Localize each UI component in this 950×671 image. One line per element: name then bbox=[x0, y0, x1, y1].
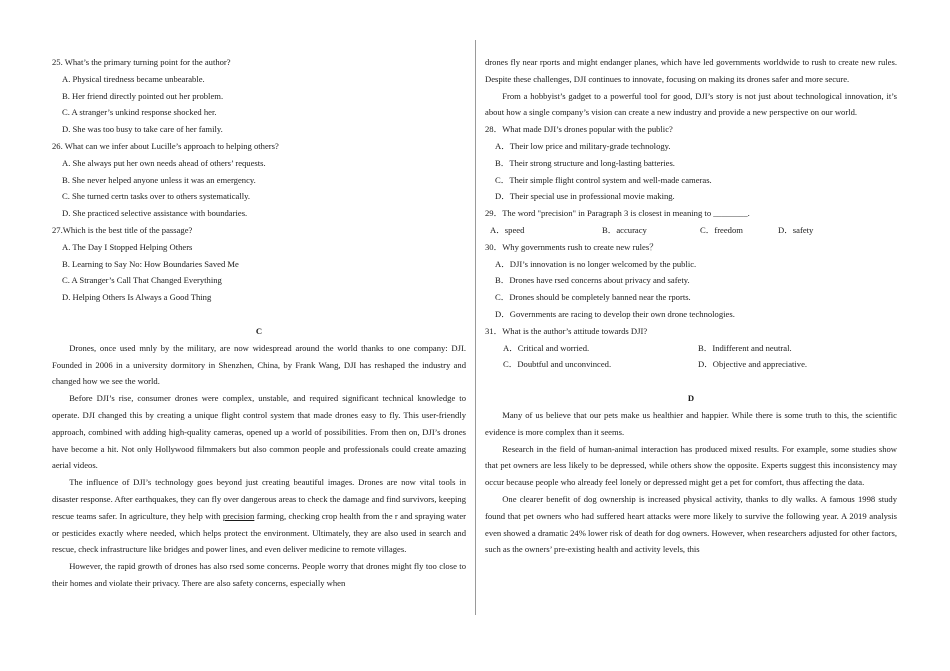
option-c: C. A stranger’s unkind response shocked her. bbox=[62, 107, 217, 118]
question-29 bbox=[485, 205, 897, 239]
question-stem: 30．Why governments rush to create new rules？ bbox=[485, 241, 658, 252]
option-b: B. Learning to Say No: How Boundaries Saved Me bbox=[62, 258, 239, 269]
option-a: A．Critical and worried. bbox=[503, 342, 590, 353]
option-a: A. Physical tiredness became unbearable. bbox=[62, 73, 205, 84]
option-b: B. Her friend directly pointed out her problem. bbox=[62, 90, 224, 101]
option-d: D. Helping Others Is Always a Good Thing bbox=[62, 292, 212, 303]
option-b: B．Their strong structure and long-lasting batteries. bbox=[495, 157, 675, 168]
option-row bbox=[485, 222, 897, 239]
option-a: A．speed bbox=[490, 224, 525, 235]
option-d: D．safety bbox=[778, 224, 814, 235]
option-c: C．Drones should be completely banned near the rports. bbox=[495, 292, 691, 303]
text-run: farming, checking crop health from the r and spraying water or pesticides exactly where needed, which helps protect the environment. Ultimately, they are also used in search and rescue, check infrastructure like bridges and power lines, and even deliver medicine to remote villages. bbox=[52, 510, 466, 555]
option-d: D. She practiced selective assistance with boundaries. bbox=[62, 208, 248, 219]
option-d: D．Objective and appreciative. bbox=[698, 359, 808, 370]
paragraph: From a hobbyist’s gadget to a powerful tool for good, DJI’s story is not just about technological innovation, it’s about how a single company’s vision can create a new industry and provide a new perspective on our world. bbox=[485, 90, 897, 118]
option-b: B．Indifferent and neutral. bbox=[698, 342, 792, 353]
passage-c bbox=[52, 323, 466, 592]
section-heading-d: D bbox=[687, 393, 695, 404]
option-d: D. She was too busy to take care of her family. bbox=[62, 124, 223, 135]
right-column bbox=[485, 54, 897, 558]
paragraph: However, the rapid growth of drones has also rsed some concerns. People worry that drones might fly too close to their homes and violate their privacy. There are also safety concerns, especially when bbox=[52, 561, 466, 588]
underlined-word: precision bbox=[222, 510, 255, 521]
option-d: D．Their special use in professional movie making. bbox=[495, 191, 675, 202]
question-25 bbox=[52, 54, 466, 138]
paragraph: Many of us believe that our pets make us healthier and happier. While there is some truth to this, the scientific evidence is more complex than it seems. bbox=[485, 409, 897, 437]
question-31 bbox=[485, 323, 897, 373]
question-stem: 29．The word "precision" in Paragraph 3 is closest in meaning to ________. bbox=[485, 208, 750, 219]
paragraph: Research in the field of human-animal interaction has produced mixed results. For example, some studies show that pet owners are less likely to be depressed, while others show the opposite. Experts suggest this inconsistency may occur because people who already feel lonely or depressed might get a pet for comfort, thus affecting the data. bbox=[485, 443, 897, 488]
question-30 bbox=[485, 239, 897, 323]
question-stem: 28．What made DJI’s drones popular with the public? bbox=[485, 124, 673, 135]
left-column bbox=[52, 54, 466, 592]
question-26 bbox=[52, 138, 466, 222]
option-row bbox=[485, 340, 897, 357]
option-c: C. A Stranger’s Call That Changed Everything bbox=[62, 275, 222, 286]
paragraph: One clearer benefit of dog ownership is increased physical activity, thanks to dly walks. A famous 1998 study found that pet owners who had suffered heart attacks were more likely to survive the following year. A 2019 analysis even showed a dramatic 24% lower risk of death for dog owners. However, when researchers adjusted for other factors, such as the owners’ pre-existing health and activity levels, this bbox=[485, 493, 897, 555]
paragraph-continued: drones fly near rports and might endanger planes, which have led governments worldwide to rush to create new rules. Despite these challenges, DJI continues to innovate, focusing on making its drones safer and more secure. bbox=[485, 57, 897, 84]
question-stem: 31．What is the author’s attitude towards DJI? bbox=[485, 325, 648, 336]
option-d: D．Governments are racing to develop their own drone technologies. bbox=[495, 308, 735, 319]
paragraph bbox=[52, 474, 466, 558]
paragraph: Drones, once used mnly by the military, are now widespread around the world thanks to one company: DJI. Founded in 2006 in a university dormitory in Shenzhen, China, by Frank Wang, DJI has reshaped the industry and changed how we see the world. bbox=[52, 342, 466, 387]
question-27 bbox=[52, 222, 466, 306]
option-c: C. She turned certn tasks over to others systematically. bbox=[62, 191, 250, 202]
text-run: The influence of DJI’s technology goes beyond just creating beautiful images. Drones are now vital tools in disaster response. After earthquakes, they can fly over dangerous areas to check the damage and find survivors, keeping rescue teams safer. In agriculture, they help with bbox=[52, 477, 466, 521]
option-a: A．Their low price and military-grade technology. bbox=[495, 140, 671, 151]
paragraph: Before DJI’s rise, consumer drones were complex, unstable, and required significant technical knowledge to operate. DJI changed this by creating a unique flight control system that made drones easy to fly. This user-friendly approach, combined with adding high-quality cameras, opened up a world of possibilities. From then on, DJI’s drones have become a hit. Not only Hollywood filmmakers but also common people and professionals could create amazing aerial videos. bbox=[52, 393, 466, 471]
question-stem: 26. What can we infer about Lucille’s approach to helping others? bbox=[52, 140, 279, 151]
option-a: A．DJI’s innovation is no longer welcomed by the public. bbox=[495, 258, 697, 269]
option-c: C．freedom bbox=[700, 224, 743, 235]
option-c: C．Doubtful and unconvinced. bbox=[503, 359, 612, 370]
column-divider bbox=[475, 40, 476, 615]
question-28 bbox=[485, 121, 897, 205]
option-a: A. The Day I Stopped Helping Others bbox=[62, 241, 193, 252]
passage-d bbox=[485, 390, 897, 558]
option-b: B．accuracy bbox=[602, 224, 647, 235]
option-b: B. She never helped anyone unless it was an emergency. bbox=[62, 174, 256, 185]
question-stem: 27.Which is the best title of the passage? bbox=[52, 224, 193, 235]
question-stem: 25. What’s the primary turning point for the author? bbox=[52, 57, 231, 67]
section-heading-c: C bbox=[255, 325, 263, 336]
option-b: B．Drones have rsed concerns about privacy and safety. bbox=[495, 275, 690, 286]
option-row bbox=[485, 356, 897, 373]
option-a: A. She always put her own needs ahead of others’ requests. bbox=[62, 157, 266, 168]
option-c: C．Their simple flight control system and well-made cameras. bbox=[495, 174, 712, 185]
